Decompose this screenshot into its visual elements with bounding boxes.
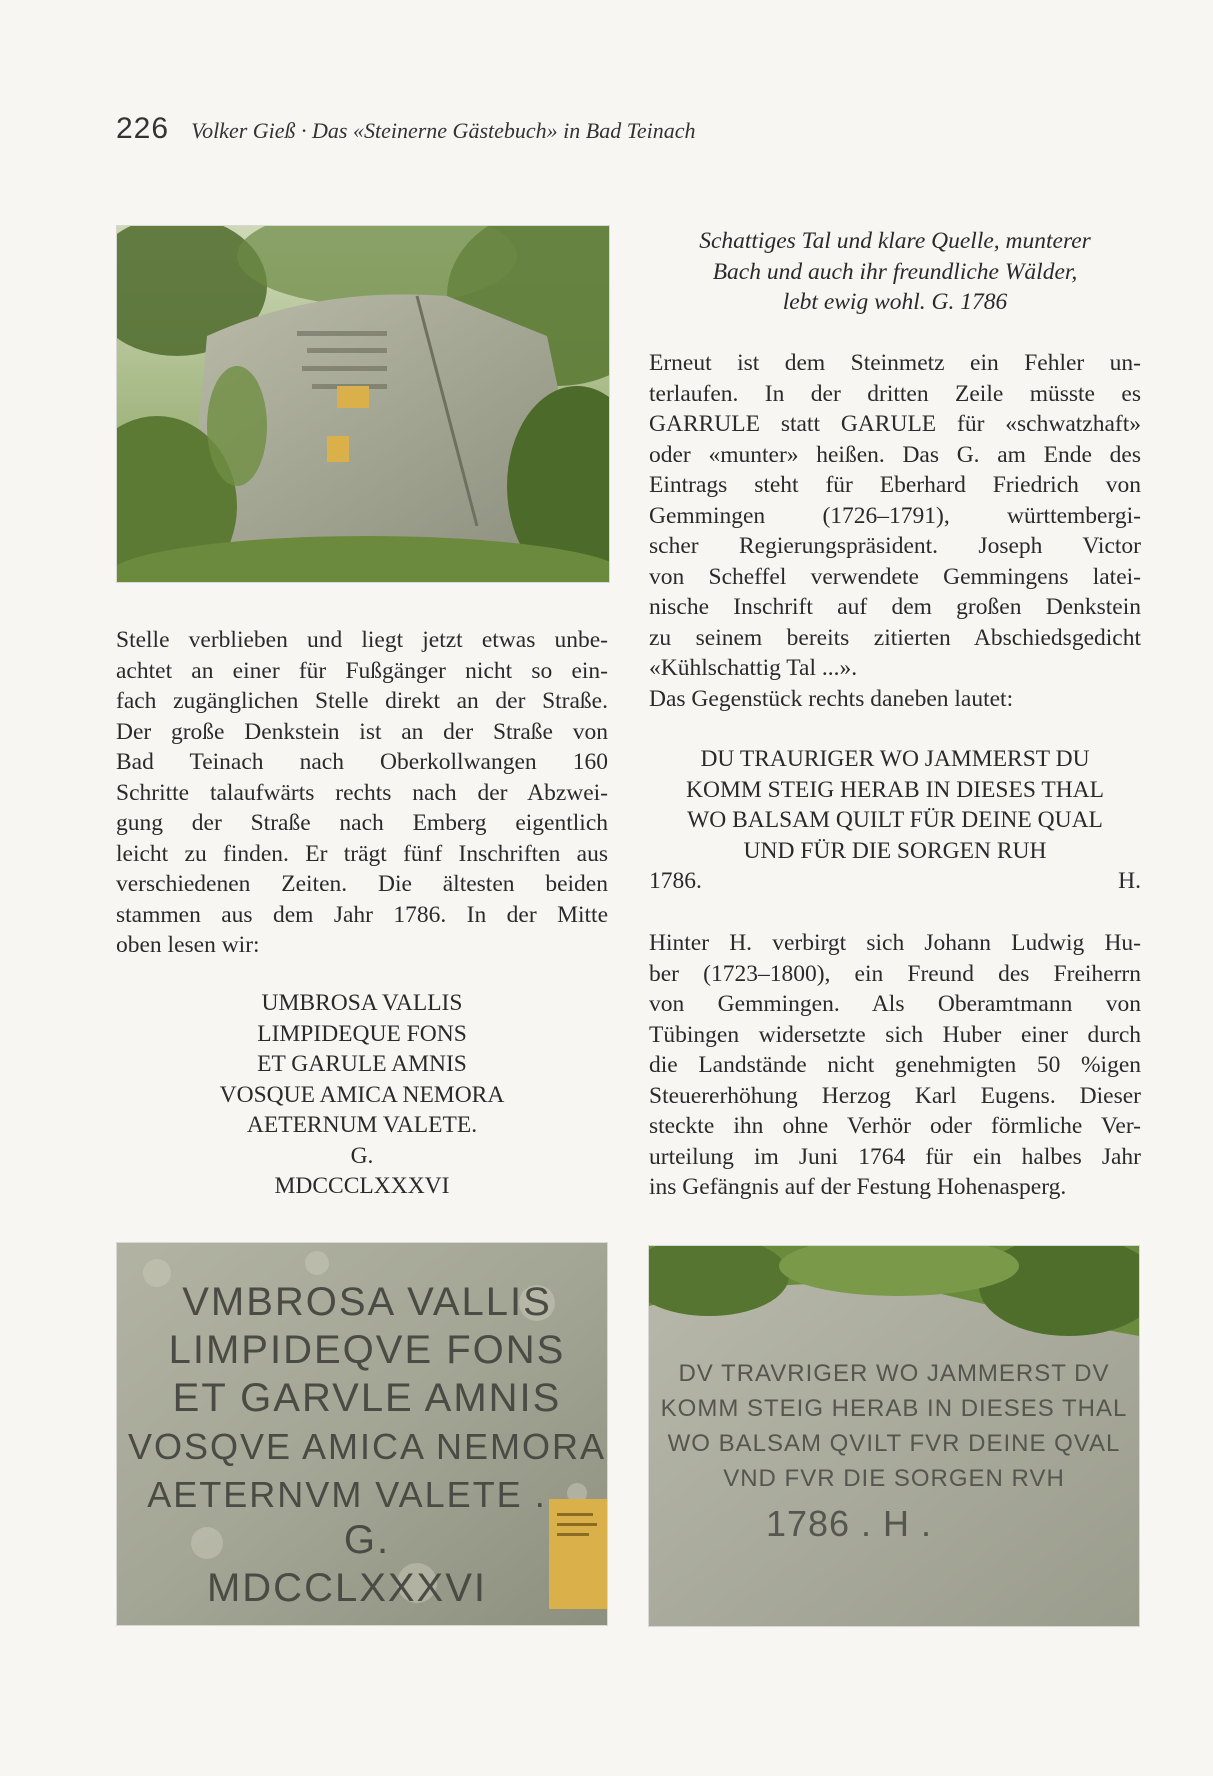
- latin-inscription-block: UMBROSA VALLIS LIMPIDEQUE FONS ET GARULE AMNIS VOSQUE AMICA NEMORA AETERNUM VALETE. G. MDCCCLXXXVI: [219, 990, 505, 1199]
- memorial-stone-forest-photo: [116, 225, 610, 583]
- german-translation-verse: Schattiges Tal und klare Quelle, munterer Bach und auch ihr freundliche Wälder, lebt ewig wohl. G. 1786: [699, 228, 1091, 315]
- german-inscription-block: DU TRAURIGER WO JAMMERST DU KOMM STEIG HERAB IN DIESES THAL WO BALSAM QUILT FÜR DEINE QUAL UND FÜR DIE SORGEN RUH: [686, 746, 1104, 864]
- stone-line-5: AETERNVM VALETE .: [147, 1474, 547, 1515]
- page-number: 226: [116, 112, 170, 145]
- running-title: Volker Gieß · Das «Steinerne Gästebuch» in Bad Teinach: [191, 118, 696, 143]
- inscription-signature-row: [649, 866, 1141, 897]
- stone-line-7: MDCCLXXXVI: [206, 1566, 488, 1610]
- stone2-line-2: KOMM STEIG HERAB IN DIESES THAL: [660, 1395, 1128, 1422]
- german-inscription-photo: [648, 1245, 1140, 1627]
- right-paragraph-1: Erneut ist dem Steinmetz ein Fehler un- terlaufen. In der dritten Zeile müsste es GARRULE statt GARULE für «schwatzhaft» oder «munter» heißen. Das G. am Ende des Eintrags steht für Eberhard Friedrich von Gemmingen (1726–1791), württembergi- scher Regierungspräsident. Joseph Victor von Scheffel verwendete Gemmingens latei- nische Inschrift auf dem großen Denkstein zu seinem bereits zitierten Abschiedsgedicht «Kühlschattig Tal ...». Das Gegenstück rechts daneben lautet:: [649, 350, 1141, 712]
- latin-inscription-photo: [116, 1242, 608, 1626]
- stone-line-2: LIMPIDEQVE FONS: [168, 1328, 566, 1372]
- inscription-signature: H.: [1118, 868, 1141, 894]
- inscription-year: 1786.: [649, 868, 702, 894]
- stone-line-4: VOSQVE AMICA NEMORA: [127, 1426, 607, 1467]
- stone-line-3: ET GARVLE AMNIS: [172, 1376, 562, 1420]
- stone2-line-1: DV TRAVRIGER WO JAMMERST DV: [678, 1360, 1110, 1387]
- left-paragraph: Stelle verblieben und liegt jetzt etwas unbe- achtet an einer für Fußgänger nicht so ein- fach zugänglichen Stelle direkt an der Straße. Der große Denkstein ist an der Straße von Bad Teinach nach Oberkollwangen 160 Schritte talaufwärts rechts nach der Abzwei- gung der Straße nach Emberg eigentlich leicht zu finden. Er trägt fünf Inschriften aus verschiedenen Zeiten. Die ältesten beiden stammen aus dem Jahr 1786. In der Mitte oben lesen wir:: [116, 627, 608, 958]
- stone2-line-3: WO BALSAM QVILT FVR DEINE QVAL: [667, 1430, 1121, 1457]
- running-header: [116, 112, 696, 152]
- stone2-line-5: 1786 . H .: [765, 1503, 933, 1544]
- stone-line-6: G.: [343, 1518, 391, 1562]
- stone-line-1: VMBROSA VALLIS: [182, 1280, 552, 1324]
- right-paragraph-2: Hinter H. verbirgt sich Johann Ludwig Hu- ber (1723–1800), ein Freund des Freiherrn von Gemmingen. Als Oberamtmann von Tübingen widersetzte sich Huber einer durch die Landstände nicht genehmigten 50 %igen Steuererhöhung Herzog Karl Eugens. Dieser steckte ihn ohne Verhör oder förmliche Ver- urteilung im Juni 1764 für ein halbes Jahr ins Gefängnis auf der Festung Hohenasperg.: [649, 930, 1141, 1200]
- stone2-line-4: VND FVR DIE SORGEN RVH: [723, 1465, 1065, 1492]
